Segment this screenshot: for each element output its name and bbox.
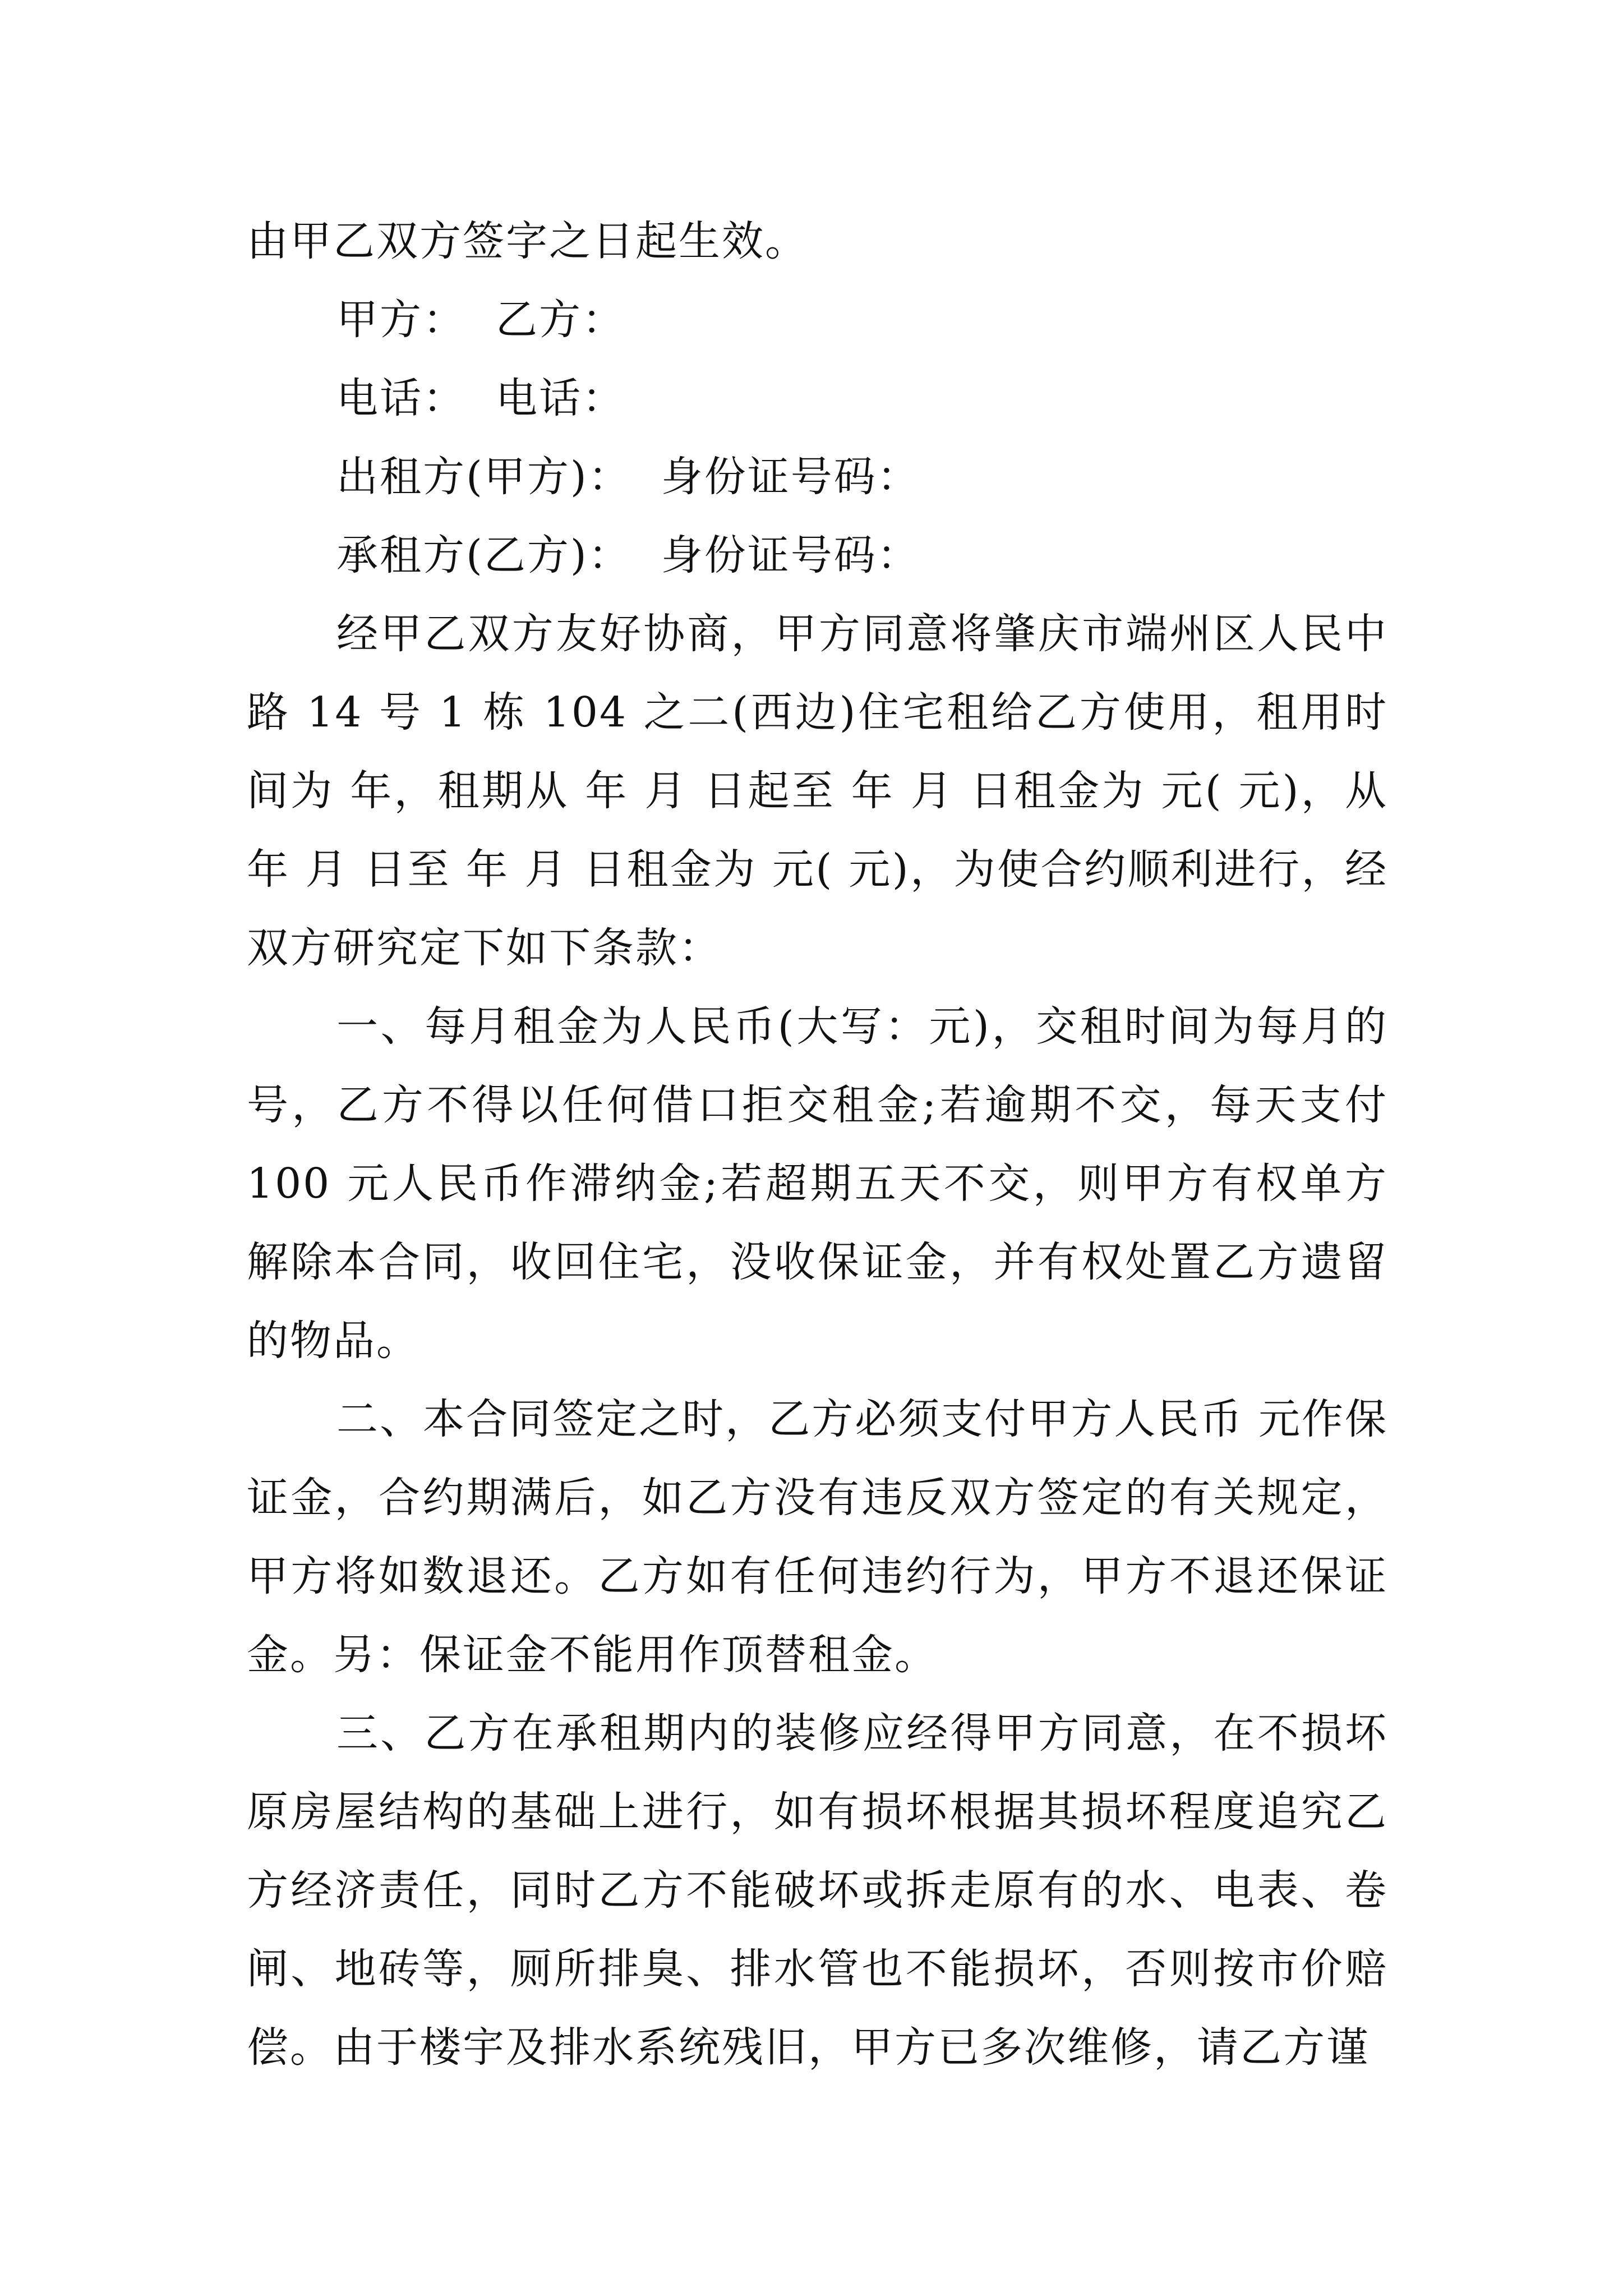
paragraph-effective-clause: 由甲乙双方签字之日起生效。 xyxy=(247,217,808,265)
paragraph-clause-3: 三、乙方在承租期内的装修应经得甲方同意，在不损坏原房屋结构的基础上进行，如有损坏根据其损坏程度追究乙方经济责任，同时乙方不能破坏或拆走原有的水、电表、卷闸、地砖等，厕所排臭、排水管也不能损坏，否则按市价赔偿。由于楼宇及排水系统残旧，甲方已多次维修，请乙方谨 xyxy=(247,1709,1388,2072)
paragraph-party-names: 甲方： 乙方： xyxy=(336,296,626,344)
paragraph-lessee-id: 承租方(乙方)： 身份证号码： xyxy=(336,531,920,579)
paragraph-lessor-id: 出租方(甲方)： 身份证号码： xyxy=(336,453,920,501)
paragraph-clause-1: 一、每月租金为人民币(大写：元)，交租时间为每月的 号，乙方不得以任何借口拒交租金;若逾期不交，每天支付 100 元人民币作滞纳金;若超期五天不交，则甲方有权单方解除本合同，收回住宅，没收保证金，并有权处置乙方遗留的物品。 xyxy=(247,1002,1403,1365)
paragraph-clause-2: 二、本合同签定之时，乙方必须支付甲方人民币 元作保证金，合约期满后，如乙方没有违反双方签定的有关规定，甲方将如数退还。乙方如有任何违约行为，甲方不退还保证金。另：保证金不能用作顶替租金。 xyxy=(247,1395,1388,1679)
document-body xyxy=(247,202,1403,2087)
paragraph-party-phones: 电话： 电话： xyxy=(336,374,626,422)
paragraph-lease-terms: 经甲乙双方友好协商，甲方同意将肇庆市端州区人民中路 14 号 1 栋 104 之二(西边)住宅租给乙方使用，租用时间为 年，租期从 年 月 日起至 年 月 日租金为 元( 元)，从 年 月 日至 年 月 日租金为 元( 元)，为使合约顺利进行，经双方研究定下如下条款： xyxy=(247,610,1403,972)
